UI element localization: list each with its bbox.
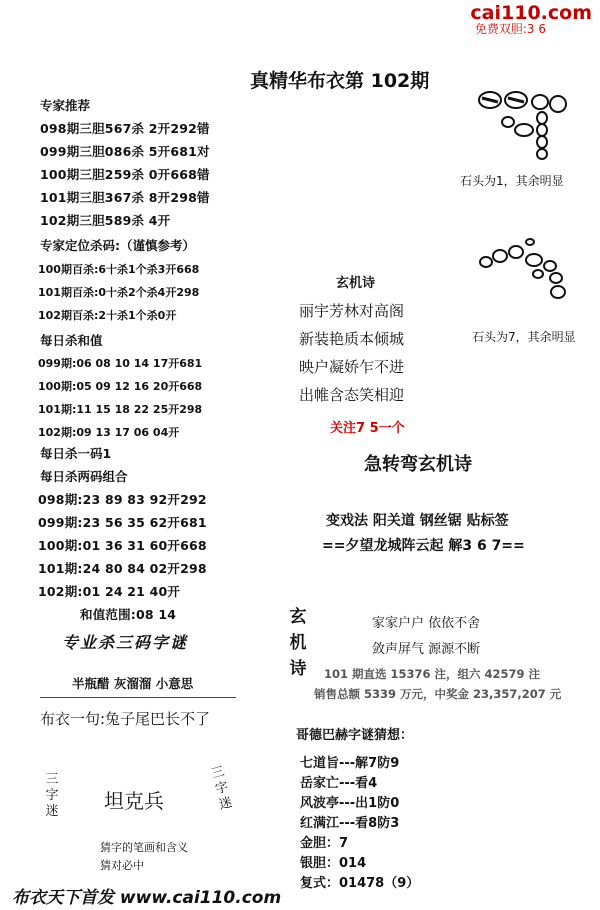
two-code-line: 102期:01 24 21 40开 [38,584,181,599]
goldbach-line: 风波亭---出1防0 [300,796,400,811]
sum-line: 101期:11 15 18 22 25开298 [38,403,203,416]
expert-line: 102期三胆589杀 4开 [40,213,171,228]
poem-line: 映户凝娇乍不进 [299,358,405,376]
site-logo: cai110.com [470,2,592,24]
poem-heading: 玄机诗 [336,276,376,291]
stone-caption-1: 石头为1，其余明显 [460,174,564,188]
three-char-riddle-left: 三字迷 [45,772,59,819]
poem-line: 丽宇芳林对高阁 [299,302,405,320]
stone-puzzle-2-icon [476,236,586,316]
sum-range: 和值范围:08 14 [80,607,177,622]
goldbach-line: 七道旨---解7防9 [300,756,400,771]
position-line: 100期百杀:6十杀1个杀3开668 [38,263,200,276]
sum-line: 100期:05 09 12 16 20开668 [38,380,203,393]
position-line: 101期百杀:0十杀2个杀4开298 [38,286,200,299]
position-heading: 专家定位杀码:（谨慎参考） [40,238,195,253]
position-line: 102期百杀:2十杀1个杀0开 [38,309,177,322]
multi-pick: 复式：01478（9） [300,876,420,891]
tank-soldier: 坦克兵 [104,789,164,813]
expert-line: 100期三胆259杀 0开668错 [40,167,210,182]
expert-line: 101期三胆367杀 8开298错 [40,190,210,205]
riddle-title: 专业杀三码字谜 [62,633,189,652]
sum-line: 099期:06 08 10 14 17开681 [38,357,203,370]
xuanji-line: 家家户户 依依不舍 [372,616,481,631]
sales-line: 销售总额 5339 万元，中奖金 23,357,207 元 [314,687,562,701]
free-double-pick: 免费双胆:3 6 [474,22,546,36]
poem-line: 出帷含态笑相迎 [299,386,405,404]
poem-line: 新装艳质本倾城 [299,330,405,348]
sum-line: 102期:09 13 17 06 04开 [38,426,180,439]
divider [40,697,236,698]
riddle-line: 半瓶醋 灰溜溜 小意思 [72,676,194,691]
stone-puzzle-1-icon [472,88,582,160]
expert-line: 098期三胆567杀 2开292错 [40,121,210,136]
goldbach-heading: 哥德巴赫字谜猜想： [296,728,414,743]
xuanji-vertical-title: 玄机诗 [289,607,307,679]
footer-source: 布衣天下首发 www.cai110.com [12,888,282,908]
sales-line: 101 期直选 15376 注，组六 42579 注 [324,667,541,681]
two-code-line: 100期:01 36 31 60开668 [38,538,207,553]
three-char-riddle-right: 三字迷 [209,764,234,813]
expert-heading: 专家推荐 [40,98,91,113]
focus-note: 关注7 5一个 [330,421,405,436]
one-code: 每日杀一码1 [40,446,112,461]
page-title: 真精华布衣第 102期 [250,70,430,92]
goldbach-line: 岳家亡---看4 [300,776,378,791]
sum-heading: 每日杀和值 [40,333,103,348]
tank-note: 猜对必中 [100,859,144,872]
trick-line: 变戏法 阳关道 钢丝锯 贴标签 [326,513,509,529]
two-code-line: 099期:23 56 35 62开681 [38,515,207,530]
two-code-heading: 每日杀两码组合 [40,469,128,484]
silver-pick: 银胆：014 [300,856,367,871]
two-code-line: 101期:24 80 84 02开298 [38,561,207,576]
solve-line: ==夕望龙城阵云起 解3 6 7== [322,538,525,554]
riddle-poem-title: 急转弯玄机诗 [364,454,472,475]
two-code-line: 098期:23 89 83 92开292 [38,492,207,507]
stone-caption-2: 石头为7，其余明显 [472,330,576,344]
goldbach-line: 红满江---看8防3 [300,816,400,831]
tank-note: 猜字的笔画和含义 [100,841,188,854]
xuanji-line: 敛声屏气 源源不断 [372,642,481,657]
expert-line: 099期三胆086杀 5开681对 [40,144,210,159]
gold-pick: 金胆：7 [300,836,349,851]
buyi-line: 布衣一句:兔子尾巴长不了 [40,710,211,728]
